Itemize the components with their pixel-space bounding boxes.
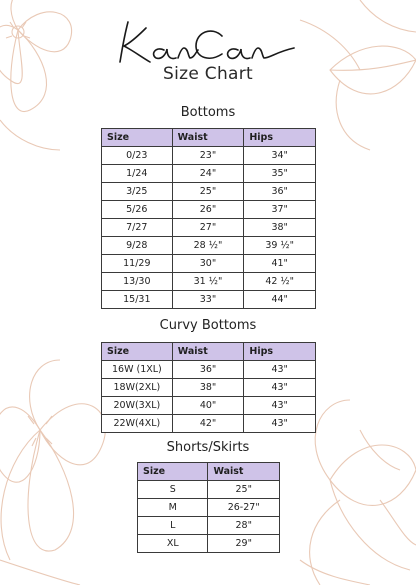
table-row <box>102 147 316 165</box>
table-cell-size: 9/28 <box>102 237 173 255</box>
table-cell-hips: 37" <box>244 201 316 219</box>
table-cell-hips: 43" <box>244 379 316 397</box>
table-row <box>102 415 316 433</box>
table-row <box>102 361 316 379</box>
column-header-waist: Waist <box>172 343 244 361</box>
table-cell-size: L <box>138 517 208 535</box>
table-cell-hips: 43" <box>244 361 316 379</box>
table-cell-size: S <box>138 481 208 499</box>
table-cell-waist: 29" <box>208 535 280 553</box>
table-cell-size: 13/30 <box>102 273 173 291</box>
table-row <box>102 273 316 291</box>
table-cell-waist: 26" <box>172 201 244 219</box>
curvy-bottoms-title: Curvy Bottoms <box>159 318 257 333</box>
bottoms-title: Bottoms <box>180 105 236 120</box>
column-header-size: Size <box>138 463 208 481</box>
table-cell-hips: 43" <box>244 397 316 415</box>
brand-logo <box>0 12 416 68</box>
table-row <box>138 535 280 553</box>
column-header-waist: Waist <box>208 463 280 481</box>
table-cell-size: 5/26 <box>102 201 173 219</box>
table-cell-waist: 26-27" <box>208 499 280 517</box>
table-cell-waist: 40" <box>172 397 244 415</box>
table-row <box>138 499 280 517</box>
table-row <box>138 481 280 499</box>
table-header-row <box>138 463 280 481</box>
table-row <box>102 165 316 183</box>
table-header-row <box>102 343 316 361</box>
table-cell-size: XL <box>138 535 208 553</box>
table-cell-size: 3/25 <box>102 183 173 201</box>
table-cell-waist: 42" <box>172 415 244 433</box>
page-subtitle: Size Chart <box>162 64 254 84</box>
table-cell-hips: 38" <box>244 219 316 237</box>
table-cell-hips: 42 ½" <box>244 273 316 291</box>
column-header-size: Size <box>102 129 173 147</box>
table-cell-waist: 33" <box>172 291 244 309</box>
table-cell-size: 20W(3XL) <box>102 397 173 415</box>
table-cell-hips: 44" <box>244 291 316 309</box>
table-row <box>102 255 316 273</box>
table-row <box>102 397 316 415</box>
table-row <box>102 201 316 219</box>
table-cell-size: 0/23 <box>102 147 173 165</box>
table-cell-waist: 25" <box>208 481 280 499</box>
table-row <box>138 517 280 535</box>
table-cell-size: 15/31 <box>102 291 173 309</box>
table-cell-hips: 35" <box>244 165 316 183</box>
table-cell-waist: 36" <box>172 361 244 379</box>
table-cell-size: 18W(2XL) <box>102 379 173 397</box>
column-header-waist: Waist <box>172 129 244 147</box>
table-row <box>102 379 316 397</box>
table-cell-waist: 31 ½" <box>172 273 244 291</box>
shorts-skirts-title: Shorts/Skirts <box>166 440 250 455</box>
table-cell-waist: 28" <box>208 517 280 535</box>
table-row <box>102 237 316 255</box>
table-cell-size: 16W (1XL) <box>102 361 173 379</box>
table-cell-hips: 43" <box>244 415 316 433</box>
bottoms-table <box>101 128 316 309</box>
table-row <box>102 183 316 201</box>
table-cell-hips: 34" <box>244 147 316 165</box>
table-row <box>102 291 316 309</box>
table-cell-waist: 27" <box>172 219 244 237</box>
table-cell-size: M <box>138 499 208 517</box>
table-cell-waist: 30" <box>172 255 244 273</box>
table-cell-waist: 38" <box>172 379 244 397</box>
table-cell-size: 22W(4XL) <box>102 415 173 433</box>
table-cell-hips: 39 ½" <box>244 237 316 255</box>
curvy-bottoms-table <box>101 342 316 433</box>
table-cell-waist: 24" <box>172 165 244 183</box>
table-cell-size: 11/29 <box>102 255 173 273</box>
table-cell-hips: 36" <box>244 183 316 201</box>
table-cell-size: 1/24 <box>102 165 173 183</box>
table-cell-waist: 28 ½" <box>172 237 244 255</box>
table-header-row <box>102 129 316 147</box>
column-header-hips: Hips <box>244 129 316 147</box>
table-cell-size: 7/27 <box>102 219 173 237</box>
table-cell-hips: 41" <box>244 255 316 273</box>
shorts-skirts-table <box>137 462 280 553</box>
table-row <box>102 219 316 237</box>
column-header-hips: Hips <box>244 343 316 361</box>
table-cell-waist: 25" <box>172 183 244 201</box>
table-cell-waist: 23" <box>172 147 244 165</box>
column-header-size: Size <box>102 343 173 361</box>
